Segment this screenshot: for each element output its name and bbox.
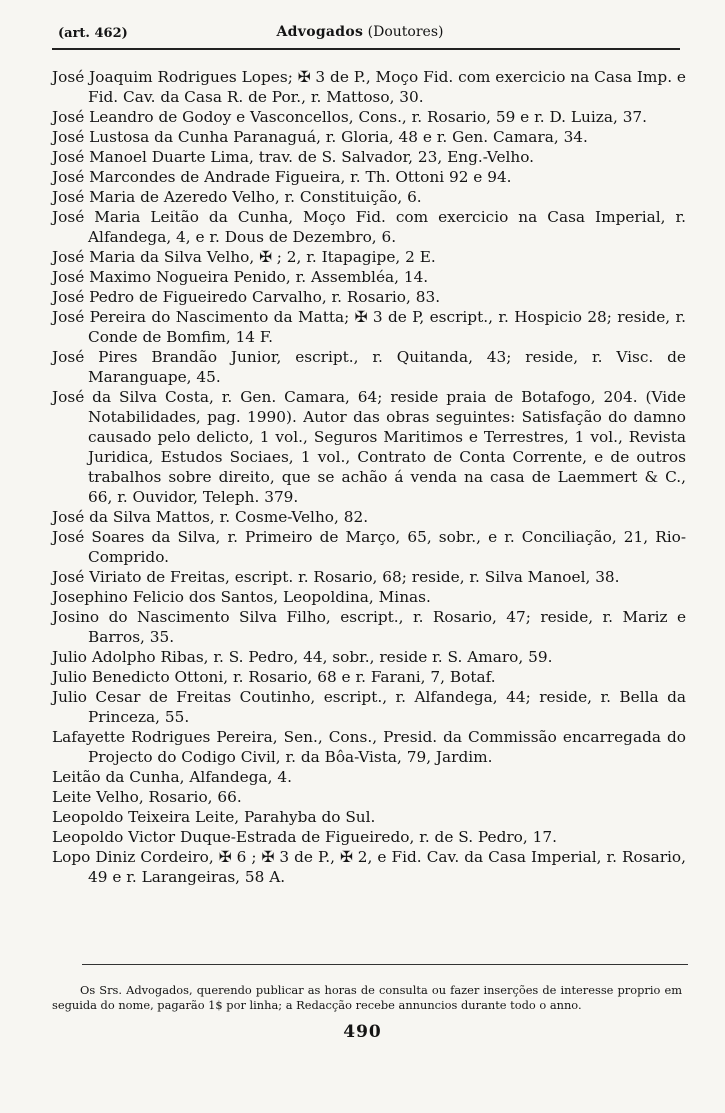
footnote-rule <box>82 964 688 965</box>
entry-list <box>52 67 686 887</box>
list-item: José Pires Brandão Junior, escript., r. Quitanda, 43; reside, r. Visc. de Maranguape, 45. <box>52 348 686 386</box>
header-rule <box>52 48 680 50</box>
list-item: Leitão da Cunha, Alfandega, 4. <box>52 768 292 786</box>
list-item: José Marcondes de Andrade Figueira, r. Th. Ottoni 92 e 94. <box>52 168 512 186</box>
list-item: Lafayette Rodrigues Pereira, Sen., Cons., Presid. da Commissão encarregada do Projecto do Codigo Civil, r. da Bôa-Vista, 79, Jardim. <box>52 728 686 766</box>
section-title: Advogados <box>276 24 364 40</box>
list-item: José Maria Leitão da Cunha, Moço Fid. com exercicio na Casa Imperial, r. Alfandega, 4, e r. Dous de Dezembro, 6. <box>52 208 686 246</box>
page-header <box>40 24 680 46</box>
list-item: José Pereira do Nascimento da Matta; ✠ 3 de P, escript., r. Hospicio 28; reside, r. Conde de Bomfim, 14 F. <box>52 308 686 346</box>
list-item: Leopoldo Teixeira Leite, Parahyba do Sul. <box>52 808 376 826</box>
article-reference: (art. 462) <box>58 26 128 41</box>
list-item: José Pedro de Figueiredo Carvalho, r. Rosario, 83. <box>52 288 441 306</box>
list-item: Josephino Felicio dos Santos, Leopoldina, Minas. <box>52 588 431 606</box>
footnote: Os Srs. Advogados, querendo publicar as horas de consulta ou fazer inserções de interesse proprio em seguida do nome, pagarão 1$ por linha; a Redacção recebe annuncios durante todo o anno. <box>52 983 682 1013</box>
list-item: Julio Benedicto Ottoni, r. Rosario, 68 e r. Farani, 7, Botaf. <box>52 668 496 686</box>
section-subtitle: (Doutores) <box>367 24 444 40</box>
list-item: José Leandro de Godoy e Vasconcellos, Cons., r. Rosario, 59 e r. D. Luiza, 37. <box>52 108 648 126</box>
list-item: Leite Velho, Rosario, 66. <box>52 788 242 806</box>
list-item: Julio Cesar de Freitas Coutinho, escript., r. Alfandega, 44; reside, r. Bella da Princeza, 55. <box>52 688 686 726</box>
list-item: Leopoldo Victor Duque-Estrada de Figueiredo, r. de S. Pedro, 17. <box>52 828 557 846</box>
running-head <box>40 24 680 40</box>
list-item: José Maria de Azeredo Velho, r. Constituição, 6. <box>52 188 422 206</box>
margin-specks <box>2 0 12 1113</box>
list-item: José da Silva Costa, r. Gen. Camara, 64; reside praia de Botafogo, 204. (Vide Notabilidades, pag. 1990). Autor das obras seguintes: Satisfação do damno causado pelo delicto, 1 vol., Seguros Maritimos e Terrestres, 1 vol., Revista Juridica, Estudos Sociaes, 1 vol., Contrato de Conta Corrente, e de outros trabalhos sobre direito, que se achão á venda na casa de Laemmert & C., 66, r. Ouvidor, Teleph. 379. <box>52 388 686 506</box>
list-item: Julio Adolpho Ribas, r. S. Pedro, 44, sobr., reside r. S. Amaro, 59. <box>52 648 553 666</box>
page-number: 490 <box>343 1022 382 1042</box>
list-item: José da Silva Mattos, r. Cosme-Velho, 82. <box>52 508 369 526</box>
list-item: José Viriato de Freitas, escript. r. Rosario, 68; reside, r. Silva Manoel, 38. <box>52 568 620 586</box>
list-item: José Lustosa da Cunha Paranaguá, r. Gloria, 48 e r. Gen. Camara, 34. <box>52 128 588 146</box>
list-item: José Maximo Nogueira Penido, r. Assembléa, 14. <box>52 268 429 286</box>
list-item: José Soares da Silva, r. Primeiro de Março, 65, sobr., e r. Conciliação, 21, Rio-Comprido. <box>52 528 686 566</box>
list-item: Josino do Nascimento Silva Filho, escript., r. Rosario, 47; reside, r. Mariz e Barros, 35. <box>52 608 686 646</box>
list-item: Lopo Diniz Cordeiro, ✠ 6 ; ✠ 3 de P., ✠ 2, e Fid. Cav. da Casa Imperial, r. Rosario, 49 e r. Larangeiras, 58 A. <box>52 848 686 886</box>
list-item: José Maria da Silva Velho, ✠ ; 2, r. Itapagipe, 2 E. <box>52 248 436 266</box>
list-item: José Joaquim Rodrigues Lopes; ✠ 3 de P., Moço Fid. com exercicio na Casa Imp. e Fid. Cav. da Casa R. de Por., r. Mattoso, 30. <box>52 68 686 106</box>
list-item: José Manoel Duarte Lima, trav. de S. Salvador, 23, Eng.-Velho. <box>52 148 535 166</box>
